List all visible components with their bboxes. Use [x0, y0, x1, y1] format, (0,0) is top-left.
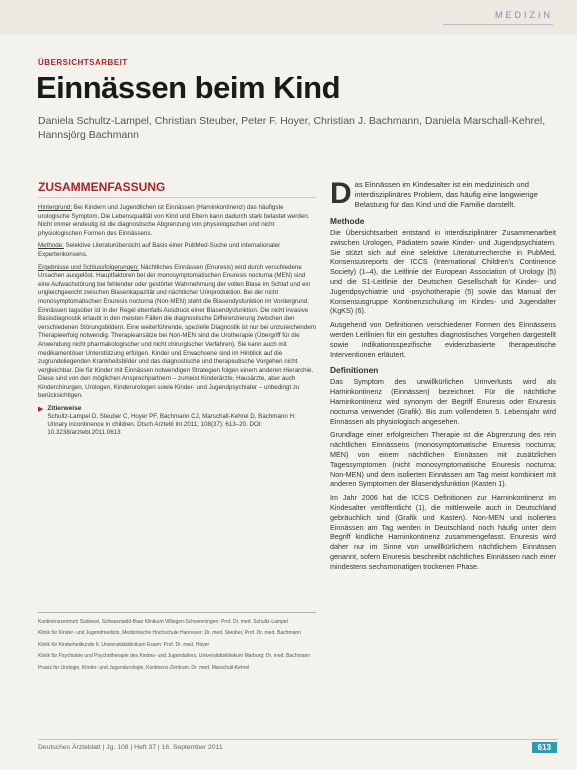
- summary-box: [38, 180, 316, 438]
- lead-paragraph: [330, 177, 556, 210]
- summary-paragraph: [38, 242, 316, 259]
- article-title: Einnässen beim Kind: [36, 70, 341, 105]
- affiliation-item: Kontinenzzentrum Südwest, Schwarzwald-Baar Klinikum Villingen-Schwenningen: Prof. Dr. med. Schultz-Lampel: [38, 619, 288, 625]
- summary-text: Nächtliches Einnässen (Enuresis) wird durch verschiedene Ursachen ausgelöst. Hauptfaktoren bei der monosymptomatischen Enuresis nocturna (MEN) sind eine Aufwachstörung bei fehlender oder gestörter Wahrnehmung der vollen Blase im Schlaf und ein ungleichgewicht zwischen Blasenkapazität und nächtlicher Urinproduktion. Bei der nicht monosymptomatischen Enuresis nocturna (Non-MEN) steht die Blasendysfunktion im Vordergrund. Einnässen tagsüber ist in der Regel ebenfalls Ausdruck einer Blasendysfunktion. Die nicht invasive Basisdiagnostik erlaubt in den meisten Fällen die diagnostische Differenzierung zwischen den verschiedenen Störungsbildern. Eine weiterführende, spezielle Diagnostik ist nur bei unzureichendem Therapieerfolg notwendig. Therapieansätze bei Non-MEN sind die Urotherapie (Übergriff für die Anwendung nicht pharmakologischer und nicht chirurgischer Verfahren), Sie kann auch mit medikamentöser Unterstützung erfolgen. Kinder und Erwachsene sind im Hinblick auf die zugrundeliegenden Krankheitsbilder und das diagnostische und therapeutische Vorgehen nicht vergleichbar. Die für Kinder mit Einnässen notwendigen Strategien folgen einem anderen Hierarchie. Diese sind von den möglichen Ansprechpartnern – zumeist Kinderärzte, Hausärzte, aber auch Kinderchirurgen, Urologen, Kinderurologen sowie Kinder- und Jugendpsychiater – unbedingt zu berücksichtigen.: [38, 263, 316, 400]
- footer-rule: [38, 739, 558, 740]
- page-number: 613: [532, 742, 557, 753]
- section-methode: [330, 216, 556, 359]
- summary-text: Selektive Literaturübersicht auf Basis einer PubMed-Suche und internationaler Expertenkonsens.: [38, 242, 281, 258]
- affiliation-item: Klinik für Psychiatrie und Psychotherapie des Kindes- und Jugendalters, Universitätsklinikum Marburg: Dr. med. Bachmann: [38, 653, 311, 660]
- body-column: [330, 177, 556, 576]
- body-paragraph: Grundlage einer erfolgreichen Therapie ist die Abgrenzung des rein nächtlichen Einnässens (monosymptomatische Enuresis nocturna; MEN) von einem nächtlichen Einnässen mit zusätzlichen Tagessymptomen (nicht monosymptomatische Enuresis nocturna; Non-MEN) und dem isolierten Einnässen am Tag meist kombiniert mit anderen Symptomen der Blasendysfunktion (Kasten 1).: [330, 430, 556, 489]
- triangle-arrow-icon: ▶: [38, 406, 44, 414]
- summary-label: Methode:: [38, 242, 64, 250]
- citation-label: Zitierweise: [47, 405, 82, 413]
- lead-text: as Einnässen im Kindesalter ist ein medizinisch und interdisziplinäres Problem, das häufig eine langwierige Belastung für das Kind und die Familie darstellt.: [354, 180, 538, 209]
- journal-footer: Deutsches Ärzteblatt | Jg. 108 | Heft 37 | 16. September 2011: [38, 744, 223, 751]
- affiliation-item: Klinik für Kinder- und Jugendmedizin, Medizinische Hochschule Hannover: Dr. med. Steuber, Prof. Dr. med. Bachmann: [38, 630, 301, 637]
- author-list: Daniela Schultz-Lampel, Christian Steuber, Peter F. Hoyer, Christian J. Bachmann, Daniela Marschall-Kehrel, Hannsjörg Bachmann: [38, 115, 546, 141]
- citation-text: Schultz-Lampel D, Steuber C, Hoyer PF, Bachmann CJ, Marschall-Kehrel D, Bachmann H: Urinary incontinence in children. Dtsch Arztebl Int 2011; 108(37): 613–20. DOI: 10.3238/arztebl.2011.0613: [47, 413, 296, 437]
- article-kicker: ÜBERSICHTSARBEIT: [38, 58, 128, 67]
- body-paragraph: Ausgehend von Definitionen verschiedener Formen des Einnässens werden Leitlinien für ein gestuftes diagnostisches Vorgehen dargestellt sowie indikationsspezifische evidenzbasierte therapeutische Interventionen erläutert.: [330, 320, 556, 359]
- summary-label: Hintergrund:: [38, 204, 73, 211]
- section-definitionen: [330, 365, 556, 571]
- summary-heading: ZUSAMMENFASSUNG: [38, 180, 316, 198]
- summary-paragraph: [38, 204, 316, 238]
- drop-cap: D: [330, 177, 352, 210]
- summary-text: Bei Kindern und Jugendlichen ist Einnässen (Harninkontinenz) das häufigste urologische Symptom. Die Lebensqualität von Kind und Eltern kann dadurch stark belastet werden. Nicht immer eindeutig ist die diagnostische Abgrenzung von physiologischen und nicht physiologischen Formen des Einnässens.: [38, 204, 310, 237]
- citation-content: [47, 405, 316, 438]
- summary-body: [38, 204, 316, 401]
- rubric-rule: [443, 24, 553, 25]
- affiliation-item: Praxis für Urologie, Kinder- und Jugendurologie, Kontinenz-Zentrum: Dr. med. Marschall-Kehrel: [38, 664, 250, 671]
- body-paragraph: Die Übersichtsarbeit entstand in interdisziplinärer Zusammenarbeit zwischen Urologen, Pädiatern sowie Kinder- und Jugendpsychiatern. Sie stützt sich auf eine selektive Literaturrecherche in PubMed, Konsensusreports der ICCS (International Children's Continence Society) (1–4), die Leitlinie der European Association of Urology (5) und die S1-Leitlinie der Deutschen Gesellschaft für Kinder- und Jugendpsychiatrie und -psychotherapie (5) sowie das Manual der Konsensusgruppe Kontinenzschulung im Kindes- und Jugendalter (KgKS) (6).: [330, 228, 556, 316]
- rubric-label: MEDIZIN: [495, 10, 553, 20]
- section-heading: Definitionen: [330, 365, 379, 376]
- affiliation-item: Klinik für Kinderheilkunde II, Universitätsklinikum Essen: Prof. Dr. med. Hoyer: [38, 641, 210, 648]
- section-heading: Methode: [330, 216, 365, 226]
- affiliations: [38, 612, 316, 676]
- summary-paragraph: [38, 264, 316, 402]
- body-paragraph: Im Jahr 2006 hat die ICCS Definitionen zur Harninkontinenz im Kindesalter veröffentlicht (1), die mittlerweile auch in Deutschland gebräuchlich sind (Grafik und Kasten). Non-MEN und isoliertes Einnässen am Tag werden in Deutschland noch häufig unter dem Begriff kindliche Harninkontinenz zusammengefasst. Enuresis wird daher nur im Sinne von unwillkürlichem nächtlichem Einnässen genannt, sofern Enuresis beschreibt nächtliches Einnässen nach einer mindestens sechsmonatigen trockenen Phase.: [330, 493, 556, 571]
- citation-block: [38, 405, 316, 438]
- body-paragraph: Das Symptom des unwillkürlichen Urinverlusts wird als Harninkontinenz (Einnässen) bezeichnet. Für die nächtliche Harninkontinenz wird synonym der Begriff Enuresis oder Enuresis nocturna verwendet (Grafik). Bis zum vollendeten 5. Lebensjahr wird Einnässen als physiologisch angesehen.: [330, 377, 556, 426]
- header-band: [0, 0, 577, 34]
- summary-label: Ergebnisse und Schlussfolgerungen:: [38, 263, 139, 271]
